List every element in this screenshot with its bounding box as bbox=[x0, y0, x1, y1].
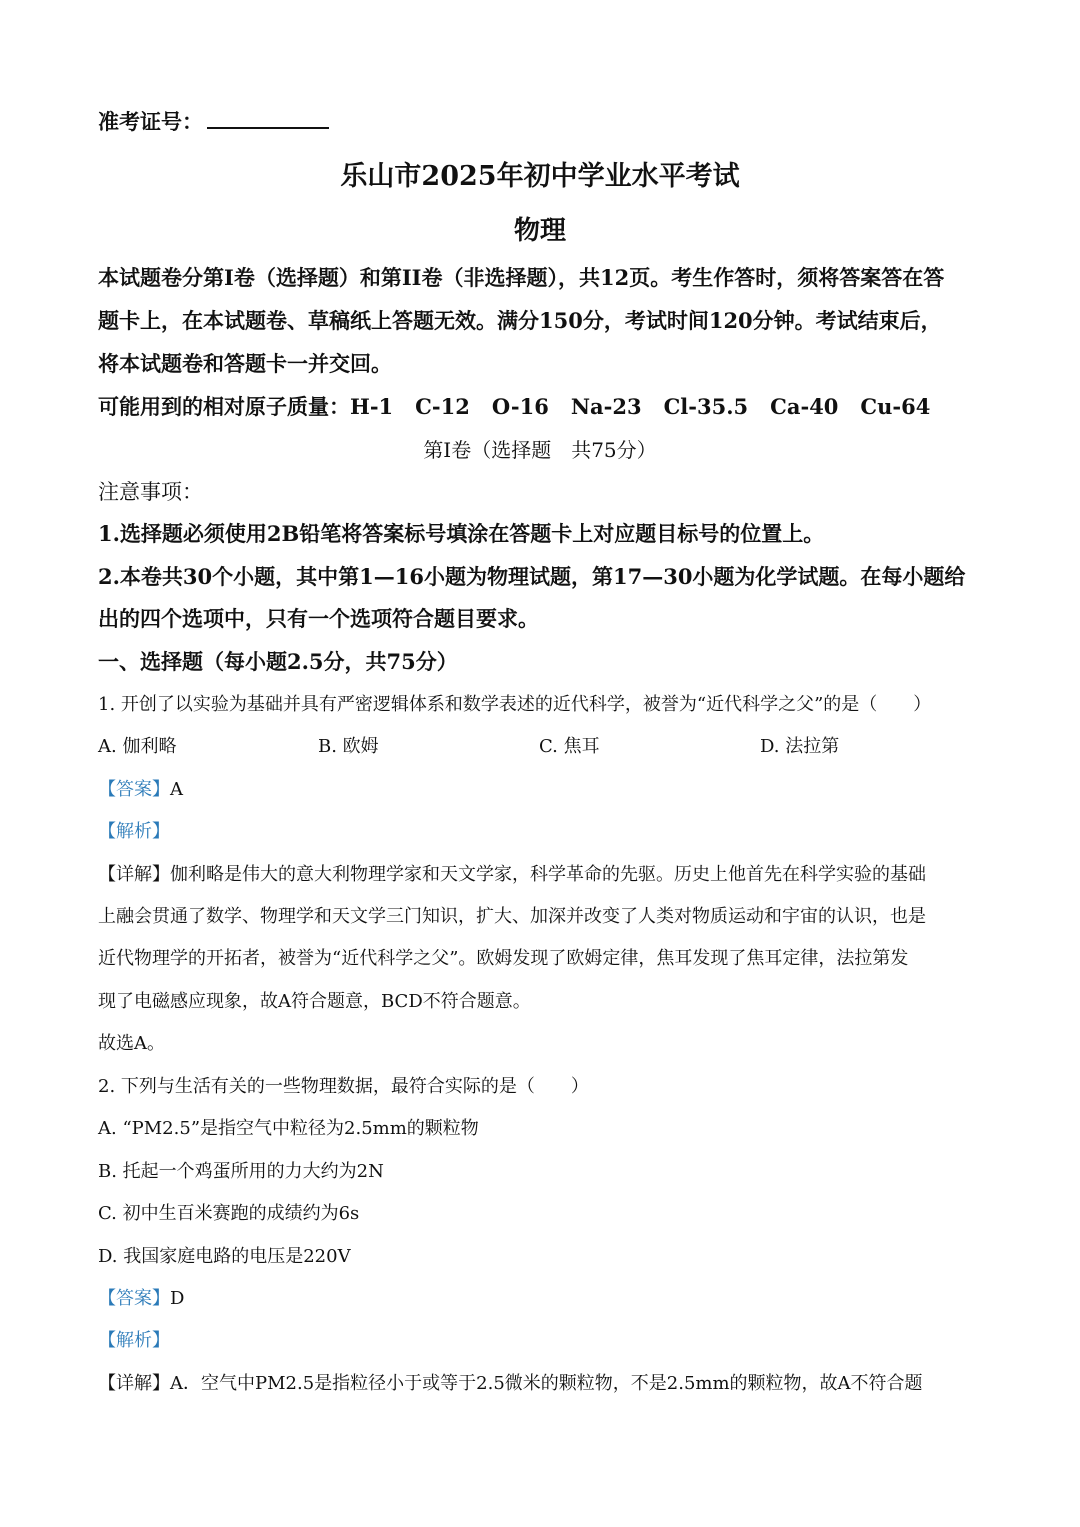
answer-tag: 【答案】 bbox=[98, 1288, 170, 1309]
atomic-mass-row bbox=[98, 391, 952, 421]
detail-tag: 【详解】 bbox=[98, 1373, 170, 1394]
q1-detail-line-1 bbox=[98, 860, 926, 886]
intro-line-2: 题卡上，在本试题卷、草稿纸上答题无效。满分150分，考试时间120分钟。考试结束后， bbox=[98, 308, 942, 333]
atomic-mass-item: H-1 bbox=[350, 394, 394, 419]
notice-1: 1.选择题必须使用2B铅笔将答案标号填涂在答题卡上对应题目标号的位置上。 bbox=[98, 521, 825, 546]
exam-title: 乐山市2025年初中学业水平考试 bbox=[340, 161, 740, 192]
q2-detail-text: A．空气中PM2.5是指粒径小于或等于2.5微米的颗粒物，不是2.5mm的颗粒物，故A不符合题 bbox=[170, 1373, 923, 1394]
intro-line-1: 本试题卷分第I卷（选择题）和第II卷（非选择题），共12页。考生作答时，须将答案答在答 bbox=[98, 265, 945, 290]
subject-title: 物理 bbox=[513, 216, 566, 246]
analysis-tag: 【解析】 bbox=[98, 821, 170, 842]
atomic-mass-item: Na-23 bbox=[570, 394, 642, 419]
atomic-mass-item: O-16 bbox=[491, 394, 549, 419]
intro-line-3: 将本试题卷和答题卡一并交回。 bbox=[98, 351, 392, 376]
atomic-mass-item: C-12 bbox=[415, 394, 470, 419]
exam-id-blank bbox=[207, 109, 329, 129]
q1-answer: A bbox=[170, 779, 183, 800]
q1-conclusion: 故选A。 bbox=[98, 1033, 165, 1054]
q2-detail-line-1 bbox=[98, 1369, 923, 1395]
notice-2-line-2: 出的四个选项中，只有一个选项符合题目要求。 bbox=[98, 606, 539, 631]
exam-id-label: 准考证号： bbox=[98, 109, 203, 134]
q1-option-a: A. 伽利略 bbox=[98, 736, 177, 757]
q2-answer: D bbox=[170, 1288, 185, 1309]
q1-stem: 1. 开创了以实验为基础并具有严密逻辑体系和数学表述的近代科学，被誉为“近代科学之父”的是（ ） bbox=[98, 694, 932, 715]
q1-option-b: B. 欧姆 bbox=[318, 736, 379, 757]
atomic-mass-item: Cl-35.5 bbox=[663, 394, 749, 419]
detail-tag: 【详解】 bbox=[98, 864, 170, 885]
exam-id-row bbox=[98, 106, 329, 136]
q2-option-b: B. 托起一个鸡蛋所用的力大约为2N bbox=[98, 1161, 384, 1182]
q1-detail-line-3: 近代物理学的开拓者，被誉为“近代科学之父”。欧姆发现了欧姆定律，焦耳发现了焦耳定律，法拉第发 bbox=[98, 948, 909, 969]
q2-option-d: D. 我国家庭电路的电压是220V bbox=[98, 1246, 351, 1267]
q2-option-c: C. 初中生百米赛跑的成绩约为6s bbox=[98, 1203, 360, 1224]
notice-label: 注意事项： bbox=[98, 480, 203, 504]
atomic-mass-label: 可能用到的相对原子质量： bbox=[98, 394, 350, 419]
atomic-mass-item: Ca-40 bbox=[770, 394, 839, 419]
q2-answer-row bbox=[98, 1284, 184, 1310]
analysis-tag: 【解析】 bbox=[98, 1330, 170, 1351]
part-heading: 一、选择题（每小题2.5分，共75分） bbox=[98, 649, 458, 674]
q1-detail-text: 伽利略是伟大的意大利物理学家和天文学家，科学革命的先驱。历史上他首先在科学实验的基础 bbox=[170, 864, 926, 885]
q1-detail-line-4: 现了电磁感应现象，故A符合题意，BCD不符合题意。 bbox=[98, 991, 531, 1012]
notice-2-line-1: 2.本卷共30个小题，其中第1—16小题为物理试题，第17—30小题为化学试题。在每小题给 bbox=[98, 564, 966, 589]
answer-tag: 【答案】 bbox=[98, 779, 170, 800]
q1-answer-row bbox=[98, 775, 183, 801]
q2-stem: 2. 下列与生活有关的一些物理数据，最符合实际的是（ ） bbox=[98, 1076, 589, 1097]
q1-option-d: D. 法拉第 bbox=[760, 736, 840, 757]
section-heading: 第Ⅰ卷（选择题 共75分） bbox=[423, 438, 657, 462]
q1-option-c: C. 焦耳 bbox=[539, 736, 600, 757]
q1-detail-line-2: 上融会贯通了数学、物理学和天文学三门知识，扩大、加深并改变了人类对物质运动和宇宙的认识，也是 bbox=[98, 906, 926, 927]
q2-option-a: A. “PM2.5”是指空气中粒径为2.5mm的颗粒物 bbox=[98, 1118, 479, 1139]
atomic-mass-item: Cu-64 bbox=[860, 394, 931, 419]
